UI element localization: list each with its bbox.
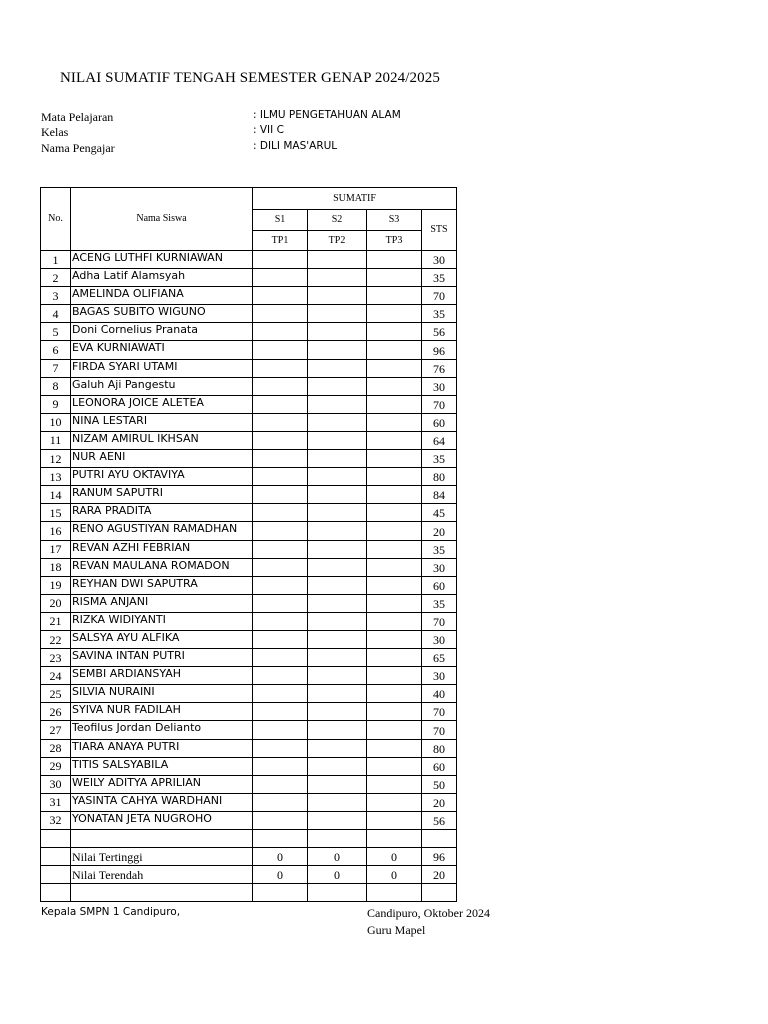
score-sts: 30 xyxy=(422,630,457,648)
row-number: 28 xyxy=(41,739,71,757)
table-row xyxy=(41,395,457,413)
score-s1 xyxy=(253,504,308,522)
score-s2 xyxy=(308,721,367,739)
score-s1 xyxy=(253,775,308,793)
score-s3 xyxy=(367,341,422,359)
score-sts: 35 xyxy=(422,450,457,468)
student-name: RISMA ANJANI xyxy=(71,594,253,612)
score-s3 xyxy=(367,739,422,757)
class-label: Kelas xyxy=(41,125,69,139)
min-s1: 0 xyxy=(253,866,308,884)
student-name: NINA LESTARI xyxy=(71,413,253,431)
score-s2 xyxy=(308,305,367,323)
row-number: 1 xyxy=(41,251,71,269)
score-sts: 60 xyxy=(422,413,457,431)
row-number: 23 xyxy=(41,649,71,667)
table-row xyxy=(41,323,457,341)
score-s1 xyxy=(253,594,308,612)
score-s2 xyxy=(308,431,367,449)
score-sts: 65 xyxy=(422,649,457,667)
score-s2 xyxy=(308,793,367,811)
score-s3 xyxy=(367,359,422,377)
score-s2 xyxy=(308,251,367,269)
principal-signature-label: Kepala SMPN 1 Candipuro, xyxy=(41,906,181,918)
row-number: 29 xyxy=(41,757,71,775)
score-s1 xyxy=(253,431,308,449)
student-rows xyxy=(41,251,457,830)
table-row xyxy=(41,811,457,829)
row-number: 3 xyxy=(41,287,71,305)
student-name: Doni Cornelius Pranata xyxy=(71,323,253,341)
score-s3 xyxy=(367,251,422,269)
score-s2 xyxy=(308,630,367,648)
header-no: No. xyxy=(41,188,71,251)
score-s1 xyxy=(253,305,308,323)
class-value: : VII C xyxy=(253,124,284,136)
table-row xyxy=(41,251,457,269)
table-row xyxy=(41,703,457,721)
max-s1: 0 xyxy=(253,848,308,866)
score-s1 xyxy=(253,739,308,757)
score-s3 xyxy=(367,413,422,431)
score-s3 xyxy=(367,269,422,287)
score-s2 xyxy=(308,486,367,504)
header-tp3: TP3 xyxy=(367,231,422,251)
score-sts: 30 xyxy=(422,377,457,395)
score-s3 xyxy=(367,486,422,504)
score-s1 xyxy=(253,558,308,576)
row-number: 12 xyxy=(41,450,71,468)
score-s2 xyxy=(308,522,367,540)
score-sts: 84 xyxy=(422,486,457,504)
table-row xyxy=(41,269,457,287)
student-name: Teofilus Jordan Delianto xyxy=(71,721,253,739)
score-sts: 35 xyxy=(422,269,457,287)
row-number: 25 xyxy=(41,685,71,703)
score-sts: 20 xyxy=(422,793,457,811)
score-s2 xyxy=(308,739,367,757)
subject-value: : ILMU PENGETAHUAN ALAM xyxy=(253,109,401,121)
score-s2 xyxy=(308,323,367,341)
header-s3: S3 xyxy=(367,210,422,231)
score-sts: 64 xyxy=(422,431,457,449)
row-number: 32 xyxy=(41,811,71,829)
score-s3 xyxy=(367,450,422,468)
score-sts: 35 xyxy=(422,594,457,612)
header-sumatif: SUMATIF xyxy=(253,188,457,210)
max-sts: 96 xyxy=(422,848,457,866)
score-sts: 56 xyxy=(422,323,457,341)
table-row xyxy=(41,793,457,811)
row-number: 18 xyxy=(41,558,71,576)
score-s1 xyxy=(253,793,308,811)
score-s2 xyxy=(308,685,367,703)
table-row xyxy=(41,413,457,431)
teacher-value: : DILI MAS'ARUL xyxy=(253,140,338,152)
student-name: RIZKA WIDIYANTI xyxy=(71,612,253,630)
student-name: YONATAN JETA NUGROHO xyxy=(71,811,253,829)
table-row xyxy=(41,377,457,395)
score-sts: 60 xyxy=(422,757,457,775)
score-s2 xyxy=(308,612,367,630)
score-s3 xyxy=(367,594,422,612)
page-title: NILAI SUMATIF TENGAH SEMESTER GENAP 2024/2025 xyxy=(60,70,440,86)
score-s3 xyxy=(367,431,422,449)
student-name: EVA KURNIAWATI xyxy=(71,341,253,359)
row-number: 2 xyxy=(41,269,71,287)
table-row xyxy=(41,667,457,685)
header-s1: S1 xyxy=(253,210,308,231)
row-number: 15 xyxy=(41,504,71,522)
score-s2 xyxy=(308,413,367,431)
table-row xyxy=(41,558,457,576)
score-s2 xyxy=(308,540,367,558)
table-row xyxy=(41,649,457,667)
score-sts: 30 xyxy=(422,558,457,576)
table-row xyxy=(41,504,457,522)
table-row xyxy=(41,486,457,504)
score-sts: 56 xyxy=(422,811,457,829)
score-s2 xyxy=(308,504,367,522)
score-sts: 70 xyxy=(422,612,457,630)
table-row xyxy=(41,450,457,468)
score-sts: 60 xyxy=(422,576,457,594)
score-s2 xyxy=(308,757,367,775)
student-name: LEONORA JOICE ALETEA xyxy=(71,395,253,413)
score-s3 xyxy=(367,612,422,630)
score-s3 xyxy=(367,703,422,721)
score-s2 xyxy=(308,450,367,468)
table-row xyxy=(41,341,457,359)
subject-label: Mata Pelajaran xyxy=(41,110,114,124)
row-number: 19 xyxy=(41,576,71,594)
student-name: ACENG LUTHFI KURNIAWAN xyxy=(71,251,253,269)
score-s1 xyxy=(253,377,308,395)
score-s3 xyxy=(367,721,422,739)
score-s1 xyxy=(253,630,308,648)
row-number: 26 xyxy=(41,703,71,721)
score-s2 xyxy=(308,377,367,395)
score-s2 xyxy=(308,703,367,721)
header-tp2: TP2 xyxy=(308,231,367,251)
score-s1 xyxy=(253,757,308,775)
score-sts: 80 xyxy=(422,468,457,486)
score-s2 xyxy=(308,558,367,576)
student-name: YASINTA CAHYA WARDHANI xyxy=(71,793,253,811)
score-s2 xyxy=(308,269,367,287)
score-s3 xyxy=(367,576,422,594)
table-row xyxy=(41,540,457,558)
score-s1 xyxy=(253,685,308,703)
row-number: 6 xyxy=(41,341,71,359)
table-row xyxy=(41,594,457,612)
score-s2 xyxy=(308,811,367,829)
student-name: AMELINDA OLIFIANA xyxy=(71,287,253,305)
score-sts: 96 xyxy=(422,341,457,359)
score-s1 xyxy=(253,395,308,413)
student-name: REVAN MAULANA ROMADON xyxy=(71,558,253,576)
teacher-role: Guru Mapel xyxy=(367,923,426,937)
score-sts: 35 xyxy=(422,540,457,558)
row-number: 30 xyxy=(41,775,71,793)
table-row xyxy=(41,630,457,648)
score-sts: 70 xyxy=(422,703,457,721)
student-name: SEMBI ARDIANSYAH xyxy=(71,667,253,685)
table-row xyxy=(41,739,457,757)
score-sts: 50 xyxy=(422,775,457,793)
max-row xyxy=(41,848,457,866)
student-name: PUTRI AYU OKTAVIYA xyxy=(71,468,253,486)
row-number: 31 xyxy=(41,793,71,811)
row-number: 22 xyxy=(41,630,71,648)
student-name: RENO AGUSTIYAN RAMADHAN xyxy=(71,522,253,540)
student-name: REVAN AZHI FEBRIAN xyxy=(71,540,253,558)
score-sts: 70 xyxy=(422,395,457,413)
student-name: TITIS SALSYABILA xyxy=(71,757,253,775)
score-sts: 30 xyxy=(422,251,457,269)
score-s1 xyxy=(253,486,308,504)
row-number: 27 xyxy=(41,721,71,739)
score-s2 xyxy=(308,576,367,594)
min-row xyxy=(41,866,457,884)
score-s2 xyxy=(308,667,367,685)
table-row xyxy=(41,612,457,630)
score-s2 xyxy=(308,649,367,667)
score-s3 xyxy=(367,287,422,305)
score-s1 xyxy=(253,450,308,468)
score-s2 xyxy=(308,594,367,612)
score-s1 xyxy=(253,540,308,558)
student-name: WEILY ADITYA APRILIAN xyxy=(71,775,253,793)
student-name: REYHAN DWI SAPUTRA xyxy=(71,576,253,594)
min-s3: 0 xyxy=(367,866,422,884)
student-name: SILVIA NURAINI xyxy=(71,685,253,703)
score-s1 xyxy=(253,287,308,305)
score-sts: 30 xyxy=(422,667,457,685)
max-s2: 0 xyxy=(308,848,367,866)
header-sts: STS xyxy=(422,210,457,251)
row-number: 24 xyxy=(41,667,71,685)
row-number: 9 xyxy=(41,395,71,413)
student-name: FIRDA SYARI UTAMI xyxy=(71,359,253,377)
score-s1 xyxy=(253,269,308,287)
score-s1 xyxy=(253,251,308,269)
row-number: 21 xyxy=(41,612,71,630)
student-name: BAGAS SUBITO WIGUNO xyxy=(71,305,253,323)
score-sts: 20 xyxy=(422,522,457,540)
student-name: Galuh Aji Pangestu xyxy=(71,377,253,395)
table-row xyxy=(41,522,457,540)
student-name: SAVINA INTAN PUTRI xyxy=(71,649,253,667)
blank-row xyxy=(41,884,457,902)
student-name: SYIVA NUR FADILAH xyxy=(71,703,253,721)
score-s2 xyxy=(308,287,367,305)
max-s3: 0 xyxy=(367,848,422,866)
table-row xyxy=(41,305,457,323)
table-row xyxy=(41,359,457,377)
row-number: 10 xyxy=(41,413,71,431)
score-s3 xyxy=(367,504,422,522)
grades-table xyxy=(40,187,457,902)
row-number: 20 xyxy=(41,594,71,612)
table-row xyxy=(41,576,457,594)
score-s1 xyxy=(253,667,308,685)
teacher-label: Nama Pengajar xyxy=(41,141,115,155)
min-s2: 0 xyxy=(308,866,367,884)
score-sts: 80 xyxy=(422,739,457,757)
score-s2 xyxy=(308,775,367,793)
student-name: RANUM SAPUTRI xyxy=(71,486,253,504)
score-s1 xyxy=(253,341,308,359)
score-s1 xyxy=(253,323,308,341)
score-sts: 35 xyxy=(422,305,457,323)
score-s3 xyxy=(367,540,422,558)
score-s1 xyxy=(253,359,308,377)
score-s1 xyxy=(253,576,308,594)
blank-row xyxy=(41,830,457,848)
score-s1 xyxy=(253,522,308,540)
header-s2: S2 xyxy=(308,210,367,231)
student-name: SALSYA AYU ALFIKA xyxy=(71,630,253,648)
score-s1 xyxy=(253,703,308,721)
table-row xyxy=(41,775,457,793)
table-row xyxy=(41,468,457,486)
row-number: 8 xyxy=(41,377,71,395)
student-name: Adha Latif Alamsyah xyxy=(71,269,253,287)
score-s2 xyxy=(308,468,367,486)
row-number: 16 xyxy=(41,522,71,540)
score-s3 xyxy=(367,775,422,793)
score-s2 xyxy=(308,395,367,413)
score-s3 xyxy=(367,395,422,413)
place-date: Candipuro, Oktober 2024 xyxy=(367,906,490,920)
score-s3 xyxy=(367,685,422,703)
min-label: Nilai Terendah xyxy=(71,866,253,884)
row-number: 5 xyxy=(41,323,71,341)
score-s3 xyxy=(367,305,422,323)
score-s1 xyxy=(253,413,308,431)
row-number: 14 xyxy=(41,486,71,504)
table-row xyxy=(41,685,457,703)
score-s3 xyxy=(367,630,422,648)
score-s3 xyxy=(367,377,422,395)
score-s3 xyxy=(367,667,422,685)
score-s1 xyxy=(253,612,308,630)
header-name: Nama Siswa xyxy=(71,188,253,251)
student-name: NIZAM AMIRUL IKHSAN xyxy=(71,431,253,449)
row-number: 7 xyxy=(41,359,71,377)
score-s1 xyxy=(253,811,308,829)
score-s3 xyxy=(367,649,422,667)
table-row xyxy=(41,431,457,449)
score-s2 xyxy=(308,359,367,377)
score-s3 xyxy=(367,793,422,811)
score-s1 xyxy=(253,468,308,486)
score-s1 xyxy=(253,649,308,667)
table-row xyxy=(41,287,457,305)
score-sts: 70 xyxy=(422,287,457,305)
header-tp1: TP1 xyxy=(253,231,308,251)
score-s3 xyxy=(367,323,422,341)
score-s3 xyxy=(367,558,422,576)
student-name: RARA PRADITA xyxy=(71,504,253,522)
score-s3 xyxy=(367,522,422,540)
max-label: Nilai Tertinggi xyxy=(71,848,253,866)
min-sts: 20 xyxy=(422,866,457,884)
row-number: 17 xyxy=(41,540,71,558)
score-s2 xyxy=(308,341,367,359)
score-sts: 70 xyxy=(422,721,457,739)
score-sts: 76 xyxy=(422,359,457,377)
score-sts: 45 xyxy=(422,504,457,522)
table-row xyxy=(41,757,457,775)
row-number: 4 xyxy=(41,305,71,323)
row-number: 11 xyxy=(41,431,71,449)
row-number: 13 xyxy=(41,468,71,486)
score-sts: 40 xyxy=(422,685,457,703)
score-s1 xyxy=(253,721,308,739)
score-s3 xyxy=(367,757,422,775)
table-row xyxy=(41,721,457,739)
score-s3 xyxy=(367,468,422,486)
student-name: TIARA ANAYA PUTRI xyxy=(71,739,253,757)
student-name: NUR AENI xyxy=(71,450,253,468)
score-s3 xyxy=(367,811,422,829)
